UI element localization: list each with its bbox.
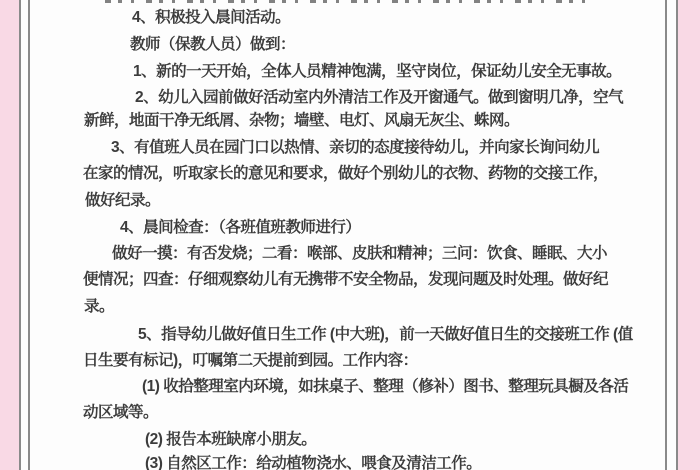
text-line: 做好纪录。 xyxy=(85,192,161,209)
right-border-outer-line xyxy=(676,0,678,470)
text-line: 新鲜，地面干净无纸屑、杂物；墙壁、电灯、风扇无灰尘、蛛网。 xyxy=(84,112,520,129)
text-line: 2、幼儿入园前做好活动室内外清洁工作及开窗通气。做到窗明几净，空气 xyxy=(135,89,624,106)
left-border-inner-line xyxy=(28,0,30,470)
text-line: 动区域等。 xyxy=(83,404,159,421)
text-line: 4、晨间检查：（各班值班教师进行） xyxy=(120,219,361,236)
cut-off-text-remnant xyxy=(105,0,587,3)
text-line: 录。 xyxy=(84,298,115,315)
left-border-outer-line xyxy=(19,0,21,470)
text-line: 教师（保教人员）做到： xyxy=(130,36,296,53)
text-line: 3、有值班人员在园门口以热情、亲切的态度接待幼儿，并向家长询问幼儿 xyxy=(111,139,600,156)
text-line: 5、指导幼儿做好值日生工作 (中大班)，前一天做好值日生的交接班工作 (值 xyxy=(138,326,633,343)
right-border-inner-line xyxy=(665,0,667,470)
text-line: 4、积极投入晨间活动。 xyxy=(132,9,291,26)
text-line: 在家的情况，听取家长的意见和要求，做好个别幼儿的衣物、药物的交接工作， xyxy=(83,165,609,182)
text-line: 便情况；四查：仔细观察幼儿有无携带不安全物品，发现问题及时处理。做好纪 xyxy=(83,271,609,288)
text-line: (2) 报告本班缺席小朋友。 xyxy=(145,431,317,448)
text-line: (1) 收拾整理室内环境，如抹桌子、整理（修补）图书、整理玩具橱及各活 xyxy=(142,378,629,395)
text-line: 1、新的一天开始，全体人员精神饱满，坚守岗位，保证幼儿安全无事故。 xyxy=(133,63,622,80)
text-line: 日生要有标记)，叮嘱第二天提前到园。工作内容： xyxy=(83,352,418,369)
text-line: 做好一摸：有否发烧；二看：喉部、皮肤和精神；三问：饮食、睡眠、大小 xyxy=(112,245,608,262)
text-line: (3) 自然区工作：给动植物浇水、喂食及清洁工作。 xyxy=(145,455,482,470)
